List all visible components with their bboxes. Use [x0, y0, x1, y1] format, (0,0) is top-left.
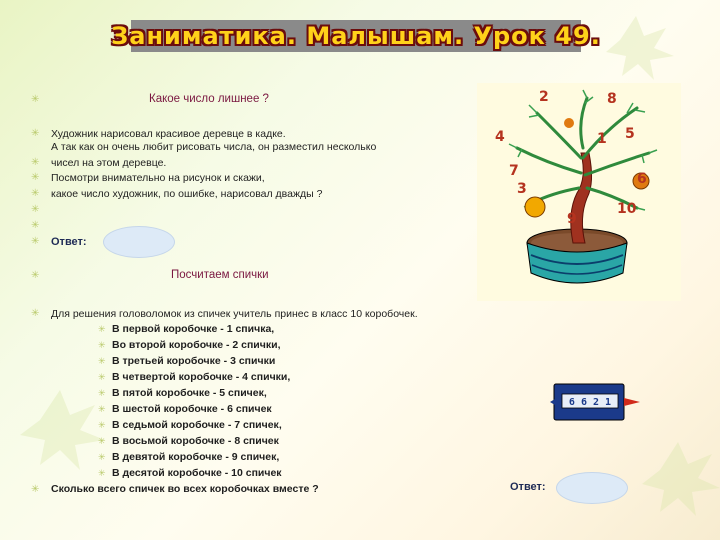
task1-title: Какое число лишнее ? — [149, 93, 269, 105]
tree-number: 2 — [539, 89, 549, 105]
tree-picture — [477, 83, 681, 301]
task1-line: какое число художник, по ошибке, нарисовал дважды ? — [51, 188, 323, 200]
sub-bullet-icon: ✳ — [98, 468, 106, 478]
tree-number: 1 — [597, 131, 607, 147]
sub-bullet-icon: ✳ — [98, 388, 106, 398]
title-banner — [111, 20, 601, 52]
bullet-icon: ✳ — [31, 270, 40, 281]
matchbox-picture — [550, 380, 642, 424]
sub-bullet-icon: ✳ — [98, 436, 106, 446]
sub-bullet-icon: ✳ — [98, 356, 106, 366]
task1-answer-label: Ответ: — [51, 236, 87, 248]
sub-bullet-icon: ✳ — [98, 372, 106, 382]
task1-answer-field[interactable] — [103, 226, 175, 258]
tree-number: 9 — [567, 211, 577, 227]
task1-line: чисел на этом деревце. — [51, 157, 167, 169]
bullet-icon: ✳ — [31, 172, 40, 183]
tree-number: 4 — [495, 129, 505, 145]
sub-bullet-icon: ✳ — [98, 420, 106, 430]
sub-bullet-icon: ✳ — [98, 404, 106, 414]
task1-line: Художник нарисовал красивое деревце в кадке. — [51, 128, 286, 140]
bullet-icon: ✳ — [31, 236, 40, 247]
sub-bullet-icon: ✳ — [98, 340, 106, 350]
task2-answer-label: Ответ: — [510, 481, 546, 493]
sub-bullet-icon: ✳ — [98, 452, 106, 462]
task1-line: А так как он очень любит рисовать числа, он разместил несколько — [51, 141, 377, 153]
task2-item: В четвертой коробочке - 4 спички, — [112, 371, 291, 383]
task2-title: Посчитаем спички — [171, 269, 269, 281]
task2-item: В пятой коробочке - 5 спичек, — [112, 387, 267, 399]
tree-number: 8 — [607, 91, 617, 107]
task2-item: Во второй коробочке - 2 спички, — [112, 339, 281, 351]
tree-number: 3 — [517, 181, 527, 197]
bullet-icon: ✳ — [31, 128, 40, 139]
bullet-icon: ✳ — [31, 157, 40, 168]
task2-item: В десятой коробочке - 10 спичек — [112, 467, 282, 479]
page-title: Заниматика. Малышам. Урок 49. — [111, 22, 601, 50]
tree-number: 5 — [625, 126, 635, 142]
task2-answer-field[interactable] — [556, 472, 628, 504]
bullet-icon: ✳ — [31, 204, 40, 215]
bullet-icon: ✳ — [31, 308, 40, 319]
task1-line: Посмотри внимательно на рисунок и скажи, — [51, 172, 265, 184]
task2-item: В восьмой коробочке - 8 спичек — [112, 435, 279, 447]
task2-item: В девятой коробочке - 9 спичек, — [112, 451, 280, 463]
matchbox-digits: 6 6 2 1 — [568, 397, 612, 408]
task2-item: В первой коробочке - 1 спичка, — [112, 323, 275, 335]
task2-item: В третьей коробочке - 3 спички — [112, 355, 276, 367]
bullet-icon: ✳ — [31, 188, 40, 199]
tree-number: 10 — [617, 201, 637, 217]
bullet-icon: ✳ — [31, 94, 40, 105]
sub-bullet-icon: ✳ — [98, 324, 106, 334]
tree-number: 6 — [637, 171, 647, 187]
tree-number: 7 — [509, 163, 519, 179]
task2-item: В седьмой коробочке - 7 спичек, — [112, 419, 282, 431]
task2-question: Сколько всего спичек во всех коробочках вместе ? — [51, 483, 319, 495]
bullet-icon: ✳ — [31, 220, 40, 231]
task2-item: В шестой коробочке - 6 спичек — [112, 403, 272, 415]
bullet-icon: ✳ — [31, 484, 40, 495]
task2-intro: Для решения головоломок из спичек учитель принес в класс 10 коробочек. — [51, 308, 418, 320]
